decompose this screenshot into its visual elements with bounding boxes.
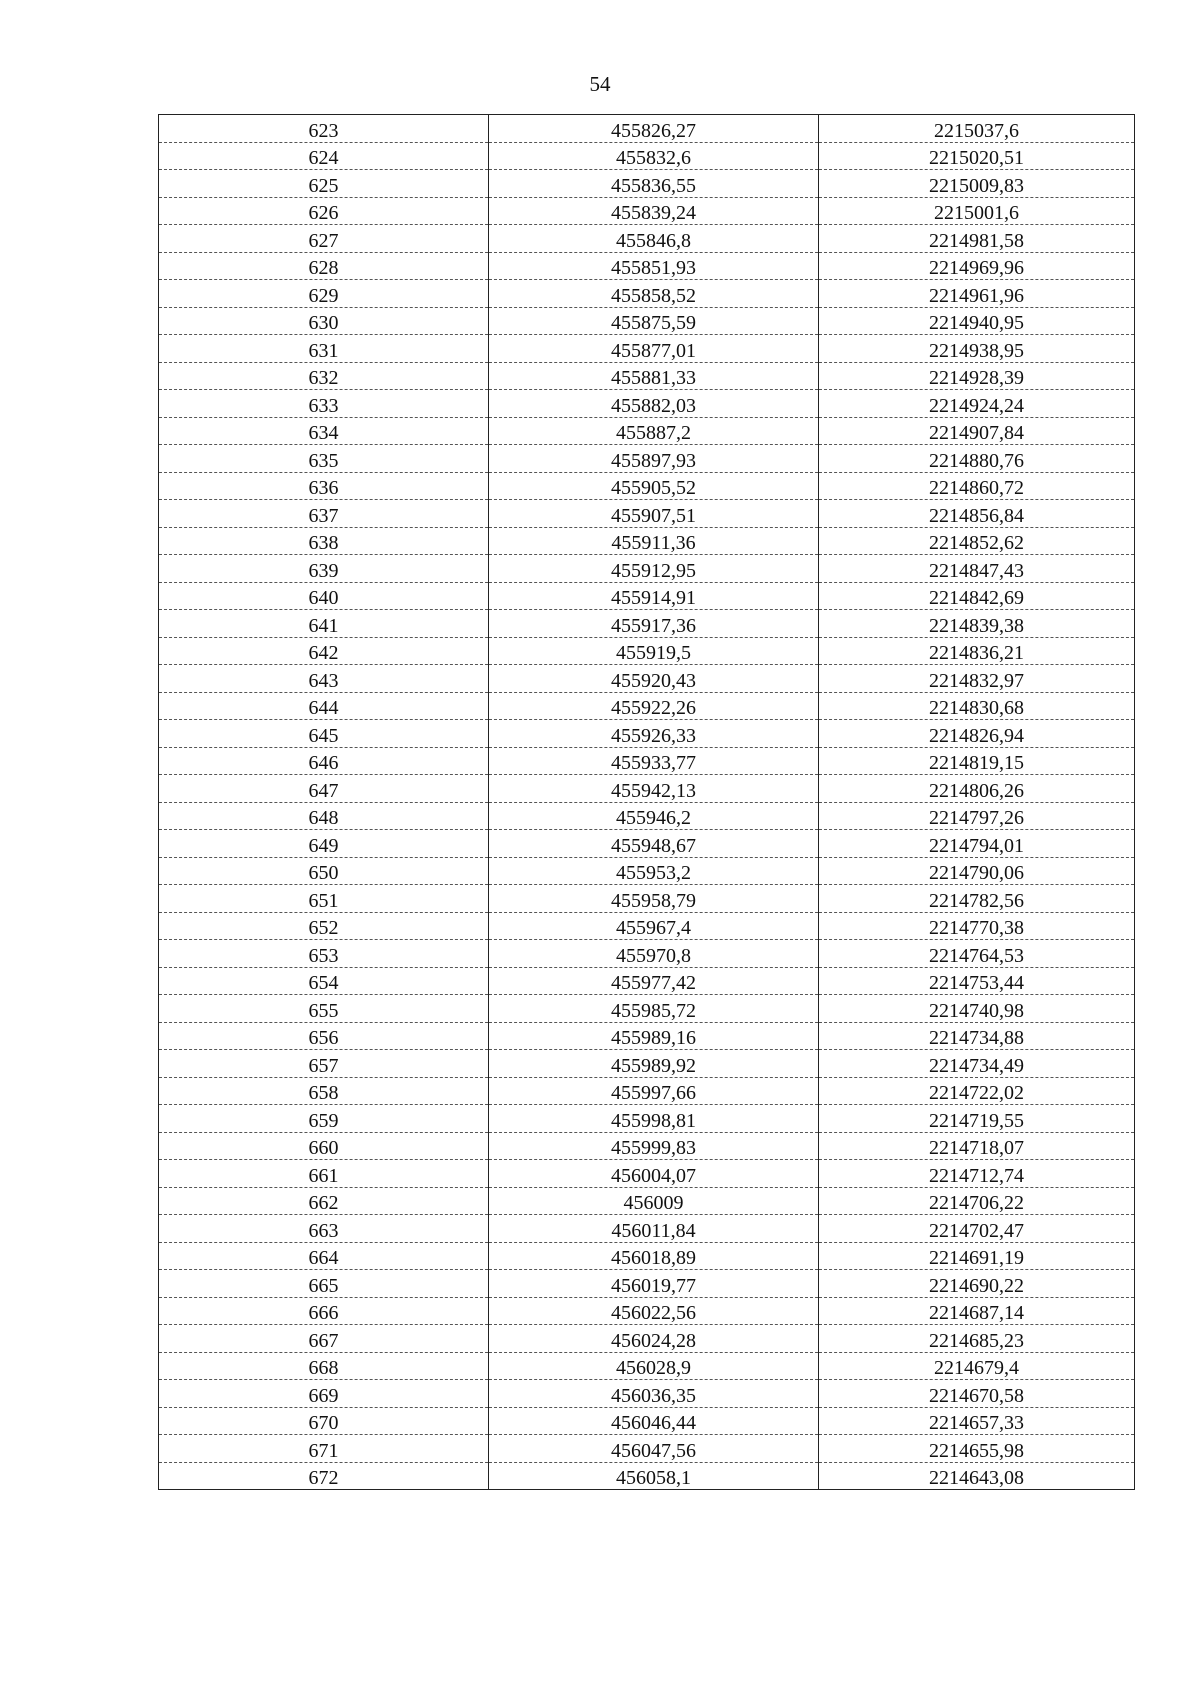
point-number-cell: 627	[159, 225, 489, 253]
x-coordinate-cell: 456028,9	[489, 1352, 819, 1380]
x-coordinate-cell: 456019,77	[489, 1270, 819, 1298]
y-coordinate-cell: 2215037,6	[819, 115, 1135, 143]
y-coordinate-cell: 2214655,98	[819, 1435, 1135, 1463]
table-row	[159, 1160, 1135, 1188]
x-coordinate-cell: 456036,35	[489, 1380, 819, 1408]
x-coordinate-cell: 455958,79	[489, 885, 819, 913]
x-coordinate-cell: 455933,77	[489, 747, 819, 775]
x-coordinate-cell: 456004,07	[489, 1160, 819, 1188]
table-row	[159, 747, 1135, 775]
x-coordinate-cell: 455917,36	[489, 610, 819, 638]
table-row	[159, 1105, 1135, 1133]
table-row	[159, 1325, 1135, 1353]
point-number-cell: 630	[159, 307, 489, 335]
y-coordinate-cell: 2214797,26	[819, 802, 1135, 830]
point-number-cell: 651	[159, 885, 489, 913]
x-coordinate-cell: 456047,56	[489, 1435, 819, 1463]
table-row	[159, 1077, 1135, 1105]
point-number-cell: 645	[159, 720, 489, 748]
table-row	[159, 967, 1135, 995]
y-coordinate-cell: 2214940,95	[819, 307, 1135, 335]
table-row	[159, 527, 1135, 555]
table-row	[159, 1132, 1135, 1160]
table-row	[159, 472, 1135, 500]
y-coordinate-cell: 2214924,24	[819, 390, 1135, 418]
x-coordinate-cell: 455967,4	[489, 912, 819, 940]
x-coordinate-cell: 455826,27	[489, 115, 819, 143]
point-number-cell: 641	[159, 610, 489, 638]
x-coordinate-cell: 455998,81	[489, 1105, 819, 1133]
point-number-cell: 642	[159, 637, 489, 665]
point-number-cell: 639	[159, 555, 489, 583]
point-number-cell: 628	[159, 252, 489, 280]
y-coordinate-cell: 2214722,02	[819, 1077, 1135, 1105]
table-row	[159, 720, 1135, 748]
table-row	[159, 912, 1135, 940]
point-number-cell: 636	[159, 472, 489, 500]
table-row	[159, 830, 1135, 858]
point-number-cell: 637	[159, 500, 489, 528]
point-number-cell: 631	[159, 335, 489, 363]
point-number-cell: 635	[159, 445, 489, 473]
table-row	[159, 252, 1135, 280]
x-coordinate-cell: 455948,67	[489, 830, 819, 858]
x-coordinate-cell: 455946,2	[489, 802, 819, 830]
table-row	[159, 1352, 1135, 1380]
table-row	[159, 417, 1135, 445]
point-number-cell: 626	[159, 197, 489, 225]
table-row	[159, 390, 1135, 418]
table-row	[159, 115, 1135, 143]
x-coordinate-cell: 455877,01	[489, 335, 819, 363]
point-number-cell: 640	[159, 582, 489, 610]
x-coordinate-cell: 456011,84	[489, 1215, 819, 1243]
x-coordinate-cell: 456058,1	[489, 1462, 819, 1490]
table-row	[159, 1380, 1135, 1408]
point-number-cell: 666	[159, 1297, 489, 1325]
point-number-cell: 665	[159, 1270, 489, 1298]
table-row	[159, 1407, 1135, 1435]
x-coordinate-cell: 455999,83	[489, 1132, 819, 1160]
y-coordinate-cell: 2214794,01	[819, 830, 1135, 858]
point-number-cell: 634	[159, 417, 489, 445]
point-number-cell: 670	[159, 1407, 489, 1435]
table-row	[159, 885, 1135, 913]
table-row	[159, 445, 1135, 473]
x-coordinate-cell: 456009	[489, 1187, 819, 1215]
table-row	[159, 995, 1135, 1023]
x-coordinate-cell: 456046,44	[489, 1407, 819, 1435]
y-coordinate-cell: 2214718,07	[819, 1132, 1135, 1160]
x-coordinate-cell: 455926,33	[489, 720, 819, 748]
y-coordinate-cell: 2214836,21	[819, 637, 1135, 665]
y-coordinate-cell: 2214782,56	[819, 885, 1135, 913]
y-coordinate-cell: 2214842,69	[819, 582, 1135, 610]
x-coordinate-cell: 455989,92	[489, 1050, 819, 1078]
x-coordinate-cell: 455907,51	[489, 500, 819, 528]
table-row	[159, 1297, 1135, 1325]
point-number-cell: 663	[159, 1215, 489, 1243]
x-coordinate-cell: 456024,28	[489, 1325, 819, 1353]
x-coordinate-cell: 455920,43	[489, 665, 819, 693]
y-coordinate-cell: 2215009,83	[819, 170, 1135, 198]
point-number-cell: 660	[159, 1132, 489, 1160]
point-number-cell: 672	[159, 1462, 489, 1490]
y-coordinate-cell: 2214691,19	[819, 1242, 1135, 1270]
point-number-cell: 668	[159, 1352, 489, 1380]
x-coordinate-cell: 455970,8	[489, 940, 819, 968]
y-coordinate-cell: 2214706,22	[819, 1187, 1135, 1215]
table-row	[159, 500, 1135, 528]
table-row	[159, 1270, 1135, 1298]
y-coordinate-cell: 2214740,98	[819, 995, 1135, 1023]
point-number-cell: 656	[159, 1022, 489, 1050]
table-row	[159, 775, 1135, 803]
table-row	[159, 1022, 1135, 1050]
y-coordinate-cell: 2214643,08	[819, 1462, 1135, 1490]
x-coordinate-cell: 455832,6	[489, 142, 819, 170]
point-number-cell: 633	[159, 390, 489, 418]
x-coordinate-cell: 455905,52	[489, 472, 819, 500]
point-number-cell: 632	[159, 362, 489, 390]
y-coordinate-cell: 2214938,95	[819, 335, 1135, 363]
y-coordinate-cell: 2214657,33	[819, 1407, 1135, 1435]
y-coordinate-cell: 2215020,51	[819, 142, 1135, 170]
point-number-cell: 647	[159, 775, 489, 803]
point-number-cell: 648	[159, 802, 489, 830]
page-number: 54	[589, 72, 611, 96]
table-row	[159, 1435, 1135, 1463]
y-coordinate-cell: 2214670,58	[819, 1380, 1135, 1408]
table-row	[159, 637, 1135, 665]
x-coordinate-cell: 455989,16	[489, 1022, 819, 1050]
point-number-cell: 669	[159, 1380, 489, 1408]
x-coordinate-cell: 455912,95	[489, 555, 819, 583]
x-coordinate-cell: 455851,93	[489, 252, 819, 280]
x-coordinate-cell: 455922,26	[489, 692, 819, 720]
x-coordinate-cell: 455875,59	[489, 307, 819, 335]
x-coordinate-cell: 455897,93	[489, 445, 819, 473]
y-coordinate-cell: 2214981,58	[819, 225, 1135, 253]
point-number-cell: 652	[159, 912, 489, 940]
table-row	[159, 362, 1135, 390]
point-number-cell: 667	[159, 1325, 489, 1353]
table-row	[159, 307, 1135, 335]
x-coordinate-cell: 455836,55	[489, 170, 819, 198]
point-number-cell: 638	[159, 527, 489, 555]
point-number-cell: 644	[159, 692, 489, 720]
x-coordinate-cell: 455977,42	[489, 967, 819, 995]
y-coordinate-cell: 2214770,38	[819, 912, 1135, 940]
x-coordinate-cell: 456018,89	[489, 1242, 819, 1270]
point-number-cell: 649	[159, 830, 489, 858]
y-coordinate-cell: 2214832,97	[819, 665, 1135, 693]
point-number-cell: 659	[159, 1105, 489, 1133]
y-coordinate-cell: 2214961,96	[819, 280, 1135, 308]
coordinates-table-body	[159, 115, 1135, 1490]
x-coordinate-cell: 455914,91	[489, 582, 819, 610]
y-coordinate-cell: 2214685,23	[819, 1325, 1135, 1353]
table-row	[159, 665, 1135, 693]
table-row	[159, 280, 1135, 308]
point-number-cell: 661	[159, 1160, 489, 1188]
x-coordinate-cell: 456022,56	[489, 1297, 819, 1325]
y-coordinate-cell: 2214826,94	[819, 720, 1135, 748]
y-coordinate-cell: 2214734,49	[819, 1050, 1135, 1078]
table-row	[159, 610, 1135, 638]
y-coordinate-cell: 2214806,26	[819, 775, 1135, 803]
point-number-cell: 658	[159, 1077, 489, 1105]
y-coordinate-cell: 2214847,43	[819, 555, 1135, 583]
point-number-cell: 629	[159, 280, 489, 308]
x-coordinate-cell: 455846,8	[489, 225, 819, 253]
x-coordinate-cell: 455919,5	[489, 637, 819, 665]
table-row	[159, 1215, 1135, 1243]
y-coordinate-cell: 2214969,96	[819, 252, 1135, 280]
y-coordinate-cell: 2215001,6	[819, 197, 1135, 225]
y-coordinate-cell: 2214852,62	[819, 527, 1135, 555]
table-row	[159, 335, 1135, 363]
y-coordinate-cell: 2214856,84	[819, 500, 1135, 528]
y-coordinate-cell: 2214687,14	[819, 1297, 1135, 1325]
table-row	[159, 555, 1135, 583]
table-row	[159, 582, 1135, 610]
table-row	[159, 170, 1135, 198]
point-number-cell: 657	[159, 1050, 489, 1078]
point-number-cell: 643	[159, 665, 489, 693]
table-row	[159, 1187, 1135, 1215]
x-coordinate-cell: 455911,36	[489, 527, 819, 555]
table-row	[159, 802, 1135, 830]
y-coordinate-cell: 2214764,53	[819, 940, 1135, 968]
coordinates-table	[158, 114, 1135, 1490]
table-row	[159, 1050, 1135, 1078]
point-number-cell: 623	[159, 115, 489, 143]
point-number-cell: 671	[159, 1435, 489, 1463]
point-number-cell: 654	[159, 967, 489, 995]
y-coordinate-cell: 2214690,22	[819, 1270, 1135, 1298]
y-coordinate-cell: 2214790,06	[819, 857, 1135, 885]
point-number-cell: 646	[159, 747, 489, 775]
point-number-cell: 653	[159, 940, 489, 968]
table-row	[159, 1242, 1135, 1270]
table-row	[159, 197, 1135, 225]
table-row	[159, 940, 1135, 968]
y-coordinate-cell: 2214839,38	[819, 610, 1135, 638]
y-coordinate-cell: 2214679,4	[819, 1352, 1135, 1380]
y-coordinate-cell: 2214819,15	[819, 747, 1135, 775]
y-coordinate-cell: 2214928,39	[819, 362, 1135, 390]
point-number-cell: 662	[159, 1187, 489, 1215]
x-coordinate-cell: 455839,24	[489, 197, 819, 225]
x-coordinate-cell: 455997,66	[489, 1077, 819, 1105]
y-coordinate-cell: 2214702,47	[819, 1215, 1135, 1243]
table-row	[159, 692, 1135, 720]
x-coordinate-cell: 455858,52	[489, 280, 819, 308]
x-coordinate-cell: 455887,2	[489, 417, 819, 445]
y-coordinate-cell: 2214830,68	[819, 692, 1135, 720]
point-number-cell: 624	[159, 142, 489, 170]
point-number-cell: 650	[159, 857, 489, 885]
y-coordinate-cell: 2214712,74	[819, 1160, 1135, 1188]
table-row	[159, 1462, 1135, 1490]
table-row	[159, 857, 1135, 885]
y-coordinate-cell: 2214907,84	[819, 417, 1135, 445]
x-coordinate-cell: 455942,13	[489, 775, 819, 803]
x-coordinate-cell: 455881,33	[489, 362, 819, 390]
y-coordinate-cell: 2214880,76	[819, 445, 1135, 473]
table-row	[159, 142, 1135, 170]
y-coordinate-cell: 2214719,55	[819, 1105, 1135, 1133]
x-coordinate-cell: 455953,2	[489, 857, 819, 885]
table-row	[159, 225, 1135, 253]
x-coordinate-cell: 455985,72	[489, 995, 819, 1023]
y-coordinate-cell: 2214734,88	[819, 1022, 1135, 1050]
point-number-cell: 625	[159, 170, 489, 198]
x-coordinate-cell: 455882,03	[489, 390, 819, 418]
y-coordinate-cell: 2214753,44	[819, 967, 1135, 995]
y-coordinate-cell: 2214860,72	[819, 472, 1135, 500]
point-number-cell: 664	[159, 1242, 489, 1270]
point-number-cell: 655	[159, 995, 489, 1023]
